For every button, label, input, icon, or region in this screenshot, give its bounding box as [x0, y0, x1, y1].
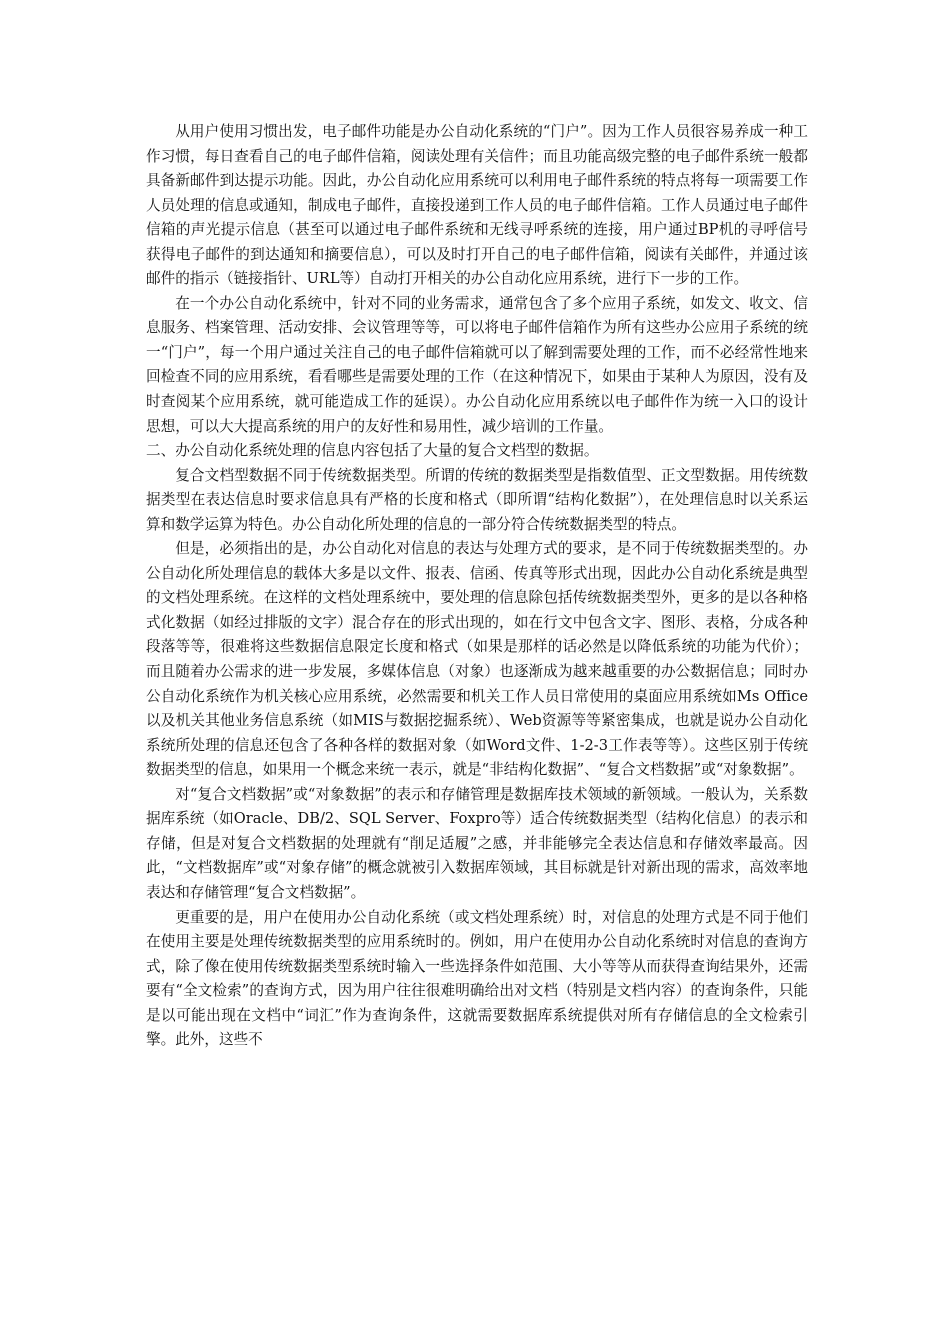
- section-heading: 二、办公自动化系统处理的信息内容包括了大量的复合文档型的数据。: [146, 442, 599, 460]
- document-page: [146, 120, 808, 1053]
- paragraph-unified-entry: 在一个办公自动化系统中，针对不同的业务需求，通常包含了多个应用子系统，如发文、收文、信息服务、档案管理、活动安排、会议管理等等，可以将电子邮件信箱作为所有这些办公应用子系统的统一“门户”，每一个用户通过关注自己的电子邮件信箱就可以了解到需要处理的工作，而不必经常性地来回检查不同的应用系统，看看哪些是需要处理的工作（在这种情况下，如果由于某种人为原因，没有及时查阅某个应用系统，就可能造成工作的延误）。办公自动化应用系统以电子邮件作为统一入口的设计思想，可以大大提高系统的用户的友好性和易用性，减少培训的工作量。: [146, 294, 808, 435]
- paragraph-email-portal: 从用户使用习惯出发，电子邮件功能是办公自动化系统的“门户”。因为工作人员很容易养成一种工作习惯，每日查看自己的电子邮件信箱，阅读处理有关信件；而且功能高级完整的电子邮件系统一般都具备新邮件到达提示功能。因此，办公自动化应用系统可以利用电子邮件系统的特点将每一项需要工作人员处理的信息或通知，制成电子邮件，直接投递到工作人员的电子邮件信箱。工作人员通过电子邮件信箱的声光提示信息（甚至可以通过电子邮件系统和无线寻呼系统的连接，用户通过BP机的寻呼信号获得电子邮件的到达通知和摘要信息），可以及时打开自己的电子邮件信箱，阅读有关邮件，并通过该邮件的指示（链接指针、URL等）自动打开相关的办公自动化应用系统，进行下一步的工作。: [146, 123, 808, 288]
- paragraph-document-processing: 但是，必须指出的是，办公自动化对信息的表达与处理方式的要求，是不同于传统数据类型的。办公自动化所处理信息的载体大多是以文件、报表、信函、传真等形式出现，因此办公自动化系统是典型的文档处理系统。在这样的文档处理系统中，要处理的信息除包括传统数据类型外，更多的是以各种格式化数据（如经过排版的文字）混合存在的形式出现的，如在行文中包含文字、图形、表格，分成各种段落等等，很难将这些数据信息限定长度和格式（如果是那样的话必然是以降低系统的功能为代价）；而且随着办公需求的进一步发展，多媒体信息（对象）也逐渐成为越来越重要的办公数据信息；同时办公自动化系统作为机关核心应用系统，必然需要和机关工作人员日常使用的桌面应用系统如Ms Office以及机关其他业务信息系统（如MIS与数据挖掘系统）、Web资源等等紧密集成，也就是说办公自动化系统所处理的信息还包含了各种各样的数据对象（如Word文件、1-2-3工作表等等）。这些区别于传统数据类型的信息，如果用一个概念来统一表示，就是“非结构化数据”、“复合文档数据”或“对象数据”。: [146, 540, 808, 779]
- paragraph-fulltext-search: 更重要的是，用户在使用办公自动化系统（或文档处理系统）时，对信息的处理方式是不同于他们在使用主要是处理传统数据类型的应用系统时的。例如，用户在使用办公自动化系统时对信息的查询方式，除了像在使用传统数据类型系统时输入一些选择条件如范围、大小等等从而获得查询结果外，还需要有“全文检索”的查询方式，因为用户往往很难明确给出对文档（特别是文档内容）的查询条件，只能是以可能出现在文档中“词汇”作为查询条件，这就需要数据库系统提供对所有存储信息的全文检索引擎。此外，这些不: [146, 908, 808, 1049]
- paragraph-traditional-data: 复合文档型数据不同于传统数据类型。所谓的传统的数据类型是指数值型、正文型数据。用传统数据类型在表达信息时要求信息具有严格的长度和格式（即所谓“结构化数据”），在处理信息时以关系运算和数学运算为特色。办公自动化所处理的信息的一部分符合传统数据类型的特点。: [146, 466, 808, 533]
- paragraph-document-database: 对“复合文档数据”或“对象数据”的表示和存储管理是数据库技术领域的新领域。一般认为，关系数据库系统（如Oracle、DB/2、SQL Server、Foxpro等）适合传统数据类型（结构化信息）的表示和存储，但是对复合文档数据的处理就有“削足适履”之感，并非能够完全表达信息和存储效率最高。因此，“文档数据库”或“对象存储”的概念就被引入数据库领域，其目标就是针对新出现的需求，高效率地表达和存储管理“复合文档数据”。: [146, 785, 808, 901]
